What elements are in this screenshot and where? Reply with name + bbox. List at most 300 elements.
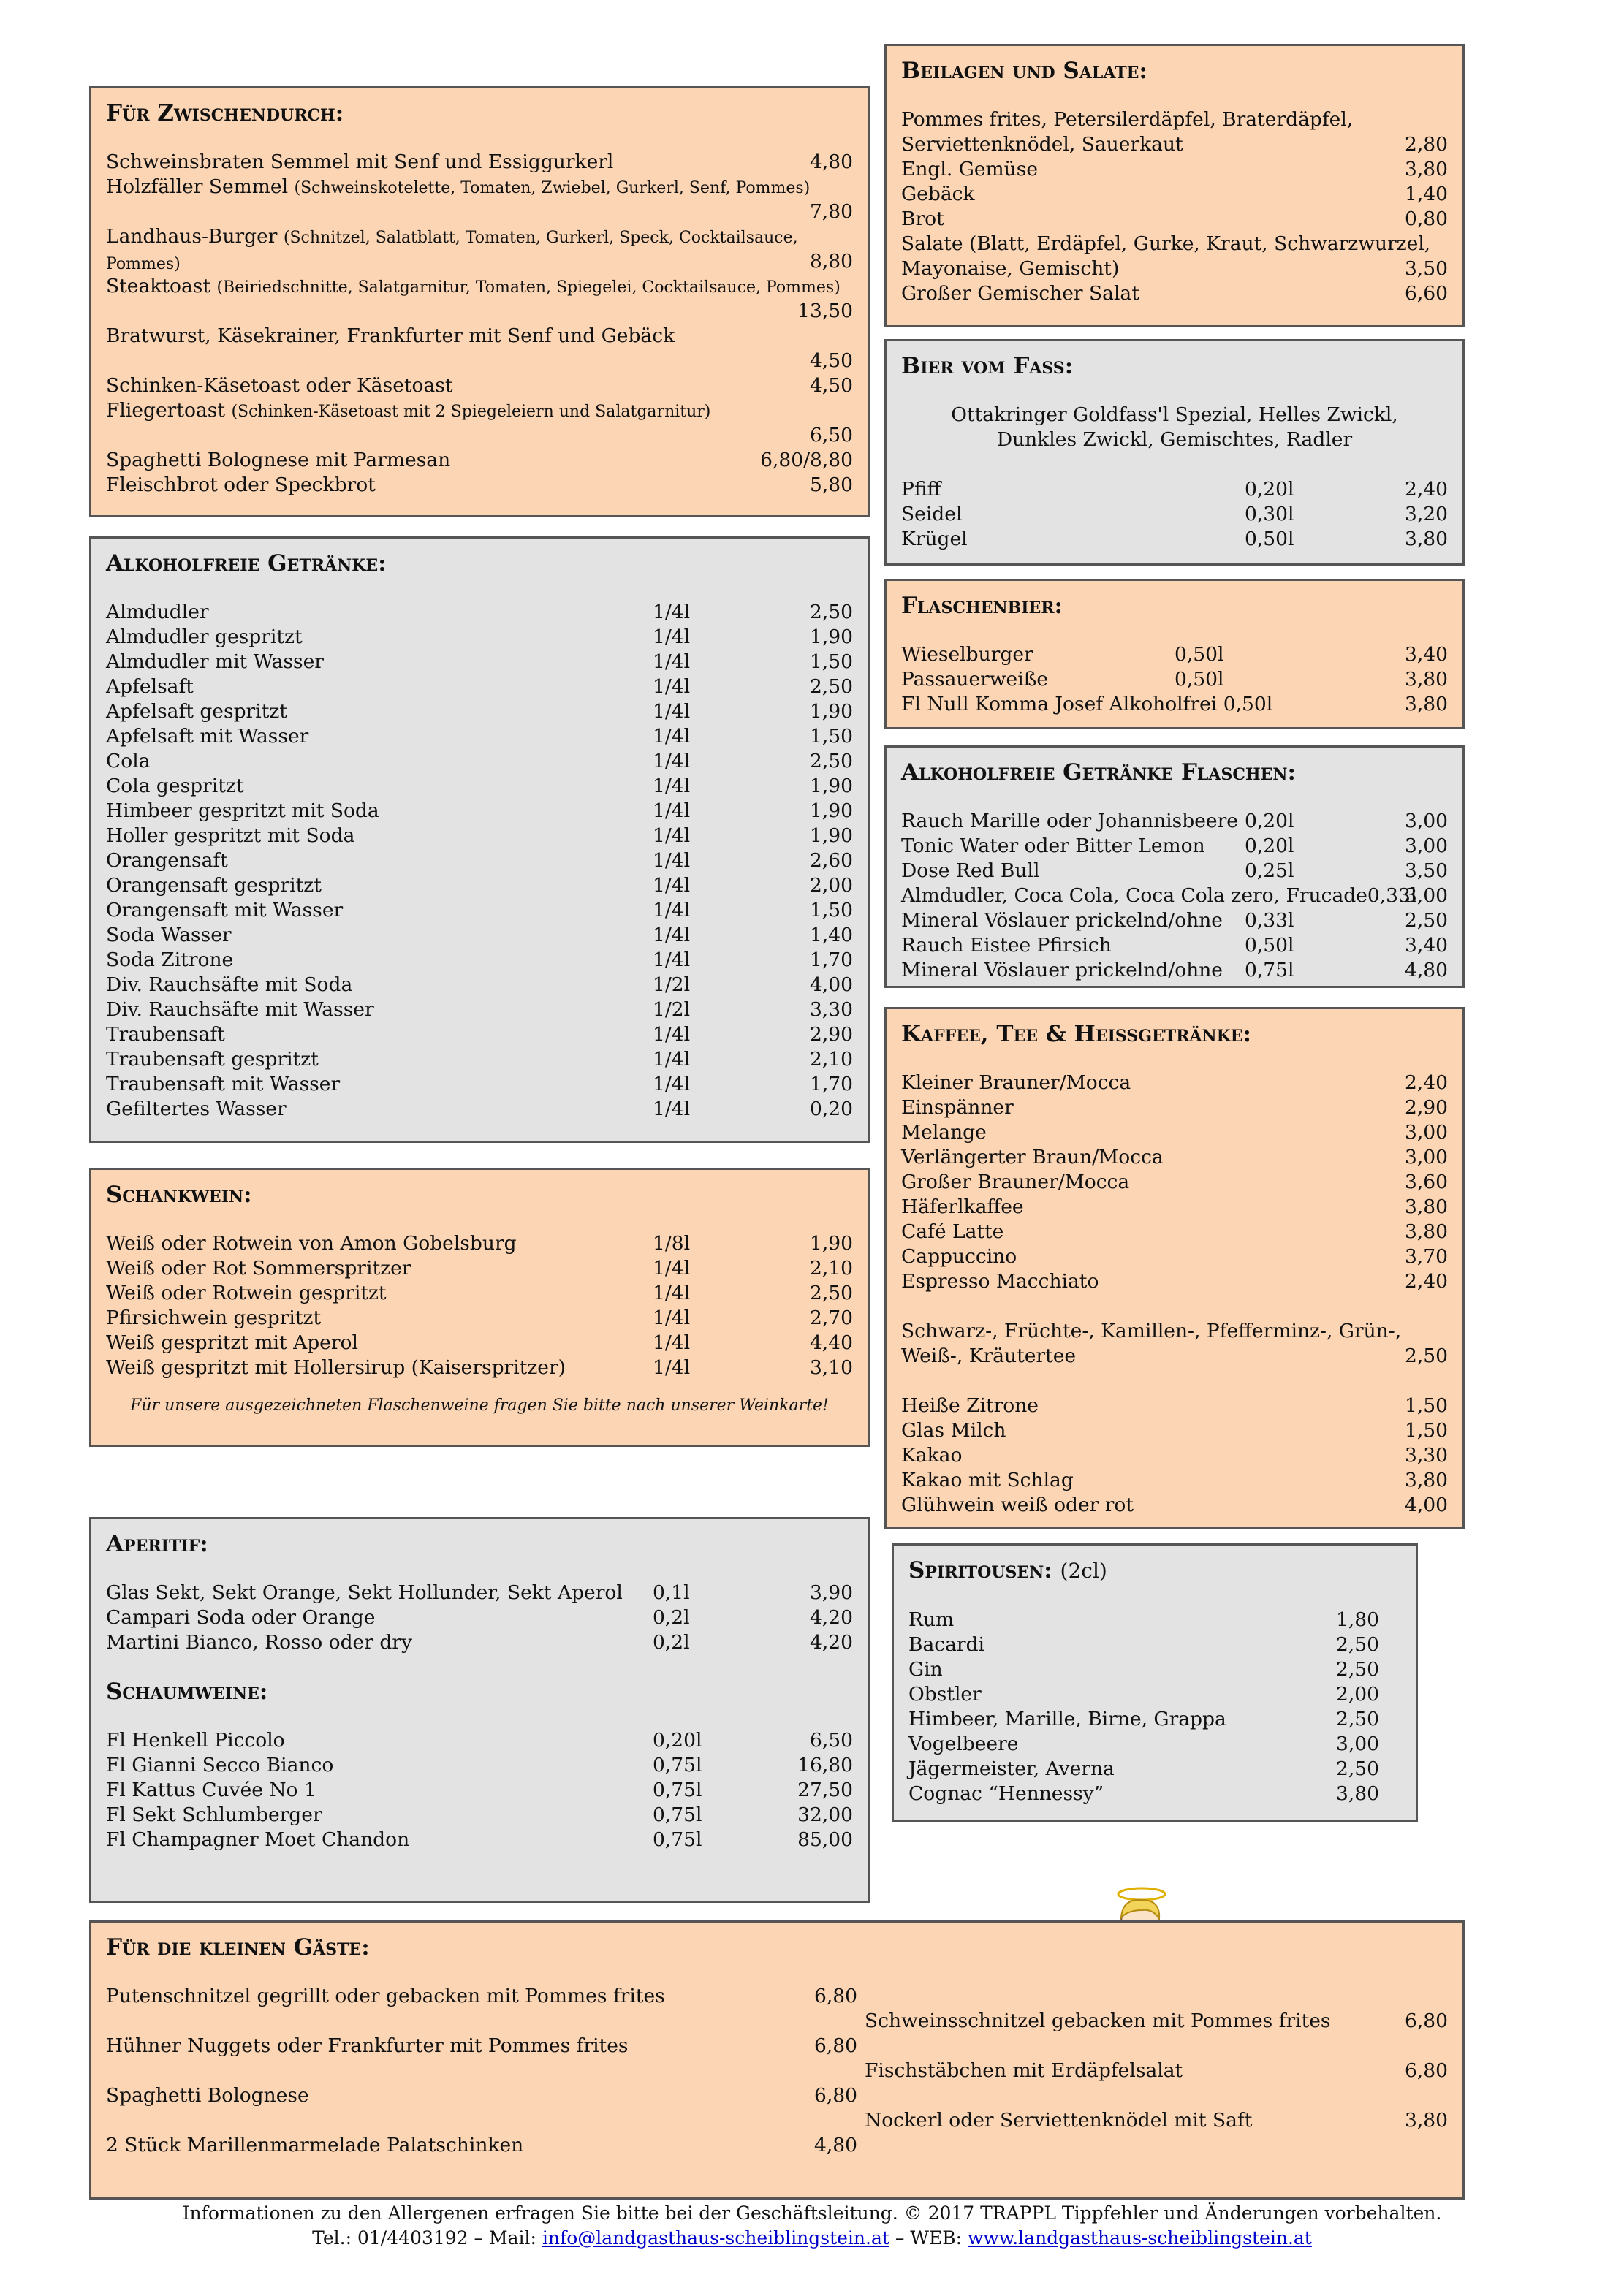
item-name-text: Traubensaft gespritzt	[106, 1048, 319, 1071]
bier-sorten-line: Ottakringer Goldfass'l Spezial, Helles Zwickl,	[951, 403, 1398, 426]
item-name-text: Cognac “Hennessy”	[908, 1782, 1104, 1805]
item-name	[106, 1828, 409, 1852]
section-bier-vom-fass	[884, 339, 1465, 566]
web-link[interactable]: www.landgasthaus-scheiblingstein.at	[968, 2227, 1312, 2249]
menu-item	[106, 1605, 853, 1630]
item-name	[106, 150, 613, 175]
item-name	[901, 1418, 1006, 1443]
item-name-text: Div. Rauchsäfte mit Soda	[106, 973, 353, 996]
item-name	[908, 1632, 984, 1657]
item-size: 1/4l	[653, 750, 691, 772]
menu-item	[901, 527, 1448, 552]
item-name	[901, 692, 1272, 717]
item-name-text: Traubensaft	[106, 1023, 225, 1046]
menu-item	[901, 1071, 1448, 1095]
item-size: 1/4l	[653, 1098, 691, 1120]
item-price: 4,50	[809, 374, 853, 397]
item-name-text: Weiß gespritzt mit Hollersirup (Kaiserspritzer)	[106, 1356, 566, 1379]
item-price: 2,00	[809, 874, 853, 897]
item-size: 1/4l	[653, 849, 691, 872]
item-name	[901, 207, 944, 232]
menu-item	[908, 1707, 1401, 1732]
section-title	[908, 1556, 1401, 1586]
item-description: (Schinken-Käsetoast mit 2 Spiegeleiern und Salatgarnitur)	[231, 403, 711, 421]
item-price: 3,00	[1335, 1733, 1379, 1755]
item-price: 2,40	[1404, 1071, 1448, 1094]
menu-item	[901, 958, 1448, 983]
item-name	[901, 1095, 1014, 1120]
item-name	[901, 1220, 1003, 1244]
menu-item	[901, 667, 1448, 692]
item-price: 2,50	[809, 675, 853, 698]
item-name	[908, 1732, 1018, 1757]
item-name-text: Steaktoast	[106, 275, 210, 297]
menu-item	[106, 2034, 857, 2059]
item-name-text: Fl Kattus Cuvée No 1	[106, 1779, 316, 1801]
item-size: 1/4l	[653, 1023, 691, 1046]
menu-item	[106, 997, 853, 1022]
menu-item	[901, 157, 1448, 182]
menu-item	[106, 2133, 857, 2158]
item-size: 0,50l	[1175, 668, 1224, 691]
menu-item-tee	[901, 1319, 1448, 1369]
item-list-left	[106, 1984, 857, 2158]
menu-item	[106, 1281, 853, 1306]
item-price: 1,40	[809, 924, 853, 946]
item-price: 1,90	[809, 799, 853, 822]
item-name	[901, 107, 1448, 157]
item-name	[106, 774, 244, 799]
item-name	[901, 883, 1416, 908]
item-name-text: Almdudler, Coca Cola, Coca Cola zero, Frucade0,33l	[901, 884, 1417, 907]
item-name-text: Campari Soda oder Orange	[106, 1606, 376, 1629]
item-name-text: Häferlkaffee	[901, 1195, 1024, 1218]
item-size: 0,75l	[653, 1779, 702, 1801]
item-name-text: Weiß oder Rotwein gespritzt	[106, 1282, 387, 1304]
item-size: 0,33l	[1245, 909, 1294, 932]
menu-item	[865, 2009, 1448, 2034]
menu-item	[106, 650, 853, 674]
item-name-text: Apfelsaft gespritzt	[106, 700, 287, 723]
item-price: 2,50	[809, 601, 853, 623]
section-title: Schankwein:	[106, 1182, 252, 1208]
item-size: 0,75l	[653, 1754, 702, 1776]
item-size: 1/2l	[653, 998, 691, 1021]
spirituosen-title: Spiritousen:	[908, 1557, 1052, 1584]
item-name	[106, 473, 376, 498]
menu-item	[106, 373, 853, 398]
item-name	[901, 958, 1223, 983]
menu-item	[901, 232, 1448, 281]
menu-item	[106, 1984, 857, 2009]
item-price: 3,80	[1404, 668, 1448, 691]
menu-item	[901, 1468, 1448, 1493]
item-price: 3,80	[1404, 158, 1448, 180]
item-name-text: Fl Henkell Piccolo	[106, 1729, 285, 1752]
menu-item	[106, 674, 853, 699]
menu-item	[901, 933, 1448, 958]
item-price: 6,80	[1404, 2010, 1448, 2032]
menu-item	[106, 923, 853, 948]
item-name-text: Verlängerter Braun/Mocca	[901, 1146, 1164, 1168]
item-price: 3,10	[809, 1356, 853, 1379]
item-name	[106, 1022, 225, 1047]
section-title: Beilagen und Salate:	[901, 58, 1147, 84]
item-name	[106, 948, 233, 973]
item-name-text: Fischstäbchen mit Erdäpfelsalat	[865, 2059, 1183, 2082]
item-list	[901, 477, 1448, 552]
section-title: Alkoholfreie Getränke:	[106, 550, 387, 577]
section-kaffee-tee	[884, 1007, 1465, 1529]
spirituosen-unit: (2cl)	[1060, 1559, 1107, 1583]
item-name	[901, 933, 1112, 958]
item-name	[901, 1195, 1024, 1220]
item-name	[106, 175, 853, 201]
menu-item	[106, 448, 853, 473]
menu-item	[106, 699, 853, 724]
item-price: 3,70	[1404, 1245, 1448, 1268]
item-name-text: Vogelbeere	[908, 1733, 1019, 1755]
item-price: 2,40	[1404, 1270, 1448, 1293]
item-name-text: Almdudler	[106, 601, 209, 623]
menu-item	[106, 799, 853, 824]
item-name	[901, 1468, 1074, 1493]
item-price: 3,80	[1404, 528, 1448, 550]
item-name-text: Pfiff	[901, 478, 941, 501]
item-name-text: Großer Brauner/Mocca	[901, 1171, 1130, 1193]
item-name	[106, 1306, 321, 1331]
item-name	[106, 824, 354, 848]
item-name	[106, 1728, 285, 1753]
menu-item	[106, 749, 853, 774]
item-price: 3,00	[1404, 835, 1448, 857]
item-name	[106, 1984, 665, 2009]
item-price: 2,50	[1404, 1345, 1448, 1367]
menu-item	[106, 724, 853, 749]
item-name	[908, 1782, 1104, 1806]
item-price: 7,80	[809, 200, 853, 223]
menu-item	[901, 692, 1448, 717]
item-price: 6,80	[1404, 2059, 1448, 2082]
item-name	[106, 274, 853, 300]
item-name-text: Pfirsichwein gespritzt	[106, 1307, 322, 1329]
item-size: 0,20l	[1245, 810, 1294, 832]
menu-item	[106, 1072, 853, 1097]
item-list	[106, 600, 853, 1122]
item-size: 1/4l	[653, 949, 691, 971]
item-size: 1/4l	[653, 1307, 691, 1329]
item-size: 1/4l	[653, 1356, 691, 1379]
menu-item	[106, 898, 853, 923]
item-name-text: Martini Bianco, Rosso oder dry	[106, 1631, 412, 1654]
item-price: 2,50	[1335, 1658, 1379, 1681]
item-name-text: Glühwein weiß oder rot	[901, 1494, 1134, 1516]
item-size: 1/4l	[653, 1048, 691, 1071]
item-name	[901, 232, 1448, 281]
item-price: 4,80	[809, 151, 853, 173]
item-name	[106, 674, 194, 699]
item-size: 1/8l	[653, 1232, 691, 1255]
item-price: 2,50	[1404, 909, 1448, 932]
item-size: 1/4l	[653, 1257, 691, 1280]
item-name	[901, 642, 1033, 667]
item-size: 1/4l	[653, 601, 691, 623]
section-title: Für Zwischendurch:	[106, 100, 344, 126]
item-name	[106, 224, 853, 277]
item-name	[901, 1493, 1134, 1518]
footer-allergen-info: Informationen zu den Allergenen erfragen Sie bitte bei der Geschäftsleitung. © 2017 TRAPPL Tippfehler und Änderungen vorbehalten.	[182, 2202, 1442, 2224]
item-name	[106, 1581, 623, 1605]
item-name-text: Orangensaft	[106, 849, 228, 872]
item-name	[106, 1281, 387, 1306]
item-name	[908, 1757, 1115, 1782]
item-name	[106, 373, 453, 398]
item-price: 1,80	[1335, 1608, 1379, 1631]
item-price: 2,50	[809, 750, 853, 772]
item-name-text: Gebäck	[901, 183, 975, 205]
item-list	[908, 1608, 1401, 1806]
item-name-text: Schinken-Käsetoast oder Käsetoast	[106, 374, 453, 397]
item-name-text: Rum	[908, 1608, 955, 1631]
item-price: 32,00	[797, 1803, 853, 1826]
item-name	[865, 2009, 1331, 2034]
item-price: 3,00	[1404, 884, 1448, 907]
item-name	[106, 699, 287, 724]
menu-item	[908, 1608, 1401, 1632]
section-title: Bier vom Fass:	[901, 353, 1074, 379]
item-size: 1/2l	[653, 973, 691, 996]
item-name	[901, 281, 1139, 306]
item-price: 4,20	[809, 1631, 853, 1654]
item-name-text: 2 Stück Marillenmarmelade Palatschinken	[106, 2134, 524, 2156]
item-list	[106, 150, 853, 498]
item-price: 1,90	[809, 824, 853, 847]
item-name-text: Pommes frites, Petersilerdäpfel, Braterdäpfel, Serviettenknödel, Sauerkaut	[901, 108, 1354, 156]
menu-item	[106, 2083, 857, 2108]
menu-item	[901, 281, 1448, 306]
item-name	[106, 625, 303, 650]
menu-item	[106, 1778, 853, 1803]
menu-item	[106, 774, 853, 799]
item-size: 1/4l	[653, 725, 691, 748]
item-name	[106, 848, 228, 873]
item-size: 0,20l	[1245, 835, 1294, 857]
menu-item	[106, 848, 853, 873]
item-name	[106, 1231, 517, 1256]
item-name-text: Engl. Gemüse	[901, 158, 1039, 180]
item-price: 2,50	[809, 1282, 853, 1304]
item-name-text: Nockerl oder Serviettenknödel mit Saft	[865, 2109, 1253, 2132]
item-name	[106, 1803, 322, 1828]
item-name-text: Dose Red Bull	[901, 859, 1040, 882]
item-name-text: Schweinsschnitzel gebacken mit Pommes frites	[865, 2010, 1331, 2032]
item-price: 1,90	[809, 700, 853, 723]
item-name-text: Fliegertoast	[106, 399, 225, 422]
item-name	[106, 2083, 309, 2108]
item-size: 0,2l	[653, 1606, 690, 1629]
section-title: Kaffee, Tee & Heißgetränke:	[901, 1021, 1251, 1047]
item-price: 2,40	[1404, 478, 1448, 501]
menu-item	[901, 1195, 1448, 1220]
item-name-text: Großer Gemischer Salat	[901, 282, 1139, 305]
item-price: 2,60	[809, 849, 853, 872]
section-spirituosen	[892, 1543, 1418, 1822]
item-name	[106, 898, 343, 923]
item-price: 5,80	[809, 474, 853, 496]
item-name	[106, 398, 853, 425]
menu-item	[908, 1732, 1401, 1757]
item-name-text: Bratwurst, Käsekrainer, Frankfurter mit Senf und Gebäck	[106, 324, 675, 347]
item-name	[901, 477, 941, 502]
item-price: 3,80	[1335, 1782, 1379, 1805]
menu-item	[901, 1120, 1448, 1145]
section-alkoholfreie-getraenke	[89, 536, 870, 1143]
item-size: 0,1l	[653, 1581, 690, 1604]
item-name	[106, 923, 232, 948]
menu-item	[901, 1443, 1448, 1468]
item-name-text: Heiße Zitrone	[901, 1394, 1039, 1417]
item-size: 0,50l	[1175, 643, 1224, 666]
item-price: 1,50	[809, 650, 853, 673]
item-list	[901, 1071, 1448, 1294]
item-price: 6,80	[813, 1985, 857, 2007]
menu-item	[106, 1331, 853, 1356]
mail-link[interactable]: info@landgasthaus-scheiblingstein.at	[542, 2227, 889, 2249]
item-name-text: Cola	[106, 750, 151, 772]
item-name-text: Apfelsaft	[106, 675, 194, 698]
item-name-text: Cappuccino	[901, 1245, 1017, 1268]
section-title: Für die kleinen Gäste:	[106, 1934, 370, 1961]
item-name-text: Kleiner Brauner/Mocca	[901, 1071, 1131, 1094]
item-name	[106, 1072, 340, 1097]
menu-item	[901, 182, 1448, 207]
item-name-text: Soda Wasser	[106, 924, 232, 946]
item-name	[106, 799, 379, 824]
item-list	[901, 809, 1448, 983]
section-flaschenbier	[884, 579, 1465, 729]
menu-item	[106, 1630, 853, 1655]
item-price: 2,50	[1335, 1633, 1379, 1656]
item-name-text: Fl Gianni Secco Bianco	[106, 1754, 334, 1776]
item-list	[106, 1231, 853, 1380]
item-name-text: Weiß gespritzt mit Aperol	[106, 1331, 358, 1354]
item-name	[106, 600, 209, 625]
item-name-text: Mineral Vöslauer prickelnd/ohne	[901, 959, 1223, 981]
item-name-text: Glas Sekt, Sekt Orange, Sekt Hollunder, Sekt Aperol	[106, 1581, 623, 1604]
item-name-text: Div. Rauchsäfte mit Wasser	[106, 998, 374, 1021]
item-name	[865, 2059, 1183, 2083]
item-price: 27,50	[797, 1779, 853, 1801]
item-price: 8,80	[809, 250, 853, 273]
menu-item	[901, 883, 1448, 908]
item-name	[908, 1608, 954, 1632]
item-size: 0,2l	[653, 1631, 690, 1654]
menu-item	[908, 1782, 1401, 1806]
item-size: 1/4l	[653, 650, 691, 673]
item-size: 0,75l	[653, 1803, 702, 1826]
item-price: 4,00	[1404, 1494, 1448, 1516]
item-name-text: Café Latte	[901, 1220, 1004, 1243]
section-kleine-gaeste	[89, 1920, 1465, 2200]
item-price: 4,80	[813, 2134, 857, 2156]
item-name-text: Tonic Water oder Bitter Lemon	[901, 835, 1205, 857]
item-name	[106, 650, 324, 674]
item-price: 3,50	[1404, 257, 1448, 280]
item-price: 4,40	[809, 1331, 853, 1354]
item-name-text: Fl Champagner Moet Chandon	[106, 1828, 410, 1851]
item-size: 0,75l	[1245, 959, 1294, 981]
item-name-text: Jägermeister, Averna	[908, 1757, 1115, 1780]
bier-sorten	[901, 403, 1448, 452]
item-price: 1,50	[809, 899, 853, 921]
item-name	[908, 1657, 943, 1682]
item-name-text: Brot	[901, 208, 944, 230]
menu-item	[106, 873, 853, 898]
item-description: (Schweinskotelette, Tomaten, Zwiebel, Gurkerl, Senf, Pommes)	[294, 179, 811, 197]
item-name-text: Seidel	[901, 503, 963, 525]
menu-item	[901, 908, 1448, 933]
menu-item	[106, 150, 853, 175]
menu-item	[106, 1256, 853, 1281]
menu-item	[865, 2059, 1448, 2083]
menu-item	[106, 1356, 853, 1380]
menu-item	[901, 809, 1448, 834]
item-price: 2,10	[809, 1257, 853, 1280]
menu-item	[901, 477, 1448, 502]
item-price: 4,00	[809, 973, 853, 996]
item-price: 2,90	[809, 1023, 853, 1046]
item-price: 13,50	[797, 300, 853, 322]
menu-item	[106, 824, 853, 848]
item-name-text: Weiß oder Rotwein von Amon Gobelsburg	[106, 1232, 517, 1255]
menu-item	[908, 1682, 1401, 1707]
item-price: 1,70	[809, 1073, 853, 1095]
item-name	[908, 1707, 1226, 1732]
item-name	[106, 2133, 523, 2158]
menu-item	[106, 224, 853, 274]
section-aperitif-schaumweine	[89, 1517, 870, 1903]
item-description: (Beiriedschnitte, Salatgarnitur, Tomaten, Spiegelei, Cocktailsauce, Pommes)	[216, 278, 841, 297]
item-size: 1/4l	[653, 1073, 691, 1095]
item-name-text: Weiß oder Rot Sommerspritzer	[106, 1257, 411, 1280]
item-price: 6,60	[1404, 282, 1448, 305]
item-size: 0,50l	[1245, 528, 1294, 550]
menu-item	[901, 859, 1448, 883]
item-name	[106, 1605, 375, 1630]
item-size: 1/4l	[653, 799, 691, 822]
item-price: 6,50	[809, 424, 853, 446]
menu-item	[901, 207, 1448, 232]
item-name-text: Almdudler gespritzt	[106, 626, 303, 648]
section-title-schaumweine: Schaumweine:	[106, 1679, 268, 1705]
menu-item	[908, 1657, 1401, 1682]
item-name	[106, 2034, 629, 2059]
item-name	[901, 1170, 1129, 1195]
item-price: 3,80	[1404, 2109, 1448, 2132]
item-price: 0,80	[1404, 208, 1448, 230]
item-name-text: Espresso Macchiato	[901, 1270, 1099, 1293]
item-price: 3,00	[1404, 810, 1448, 832]
item-size: 1/4l	[653, 899, 691, 921]
item-size: 1/4l	[653, 874, 691, 897]
menu-item	[106, 398, 853, 448]
item-price: 6,50	[809, 1729, 853, 1752]
weinkarte-note: Für unsere ausgezeichneten Flaschenweine fragen Sie bitte nach unserer Weinkarte!	[130, 1396, 829, 1415]
item-size: 1/4l	[653, 924, 691, 946]
menu-item	[901, 1493, 1448, 1518]
item-name	[901, 1443, 962, 1468]
footer-web-label: – WEB:	[889, 2227, 968, 2249]
